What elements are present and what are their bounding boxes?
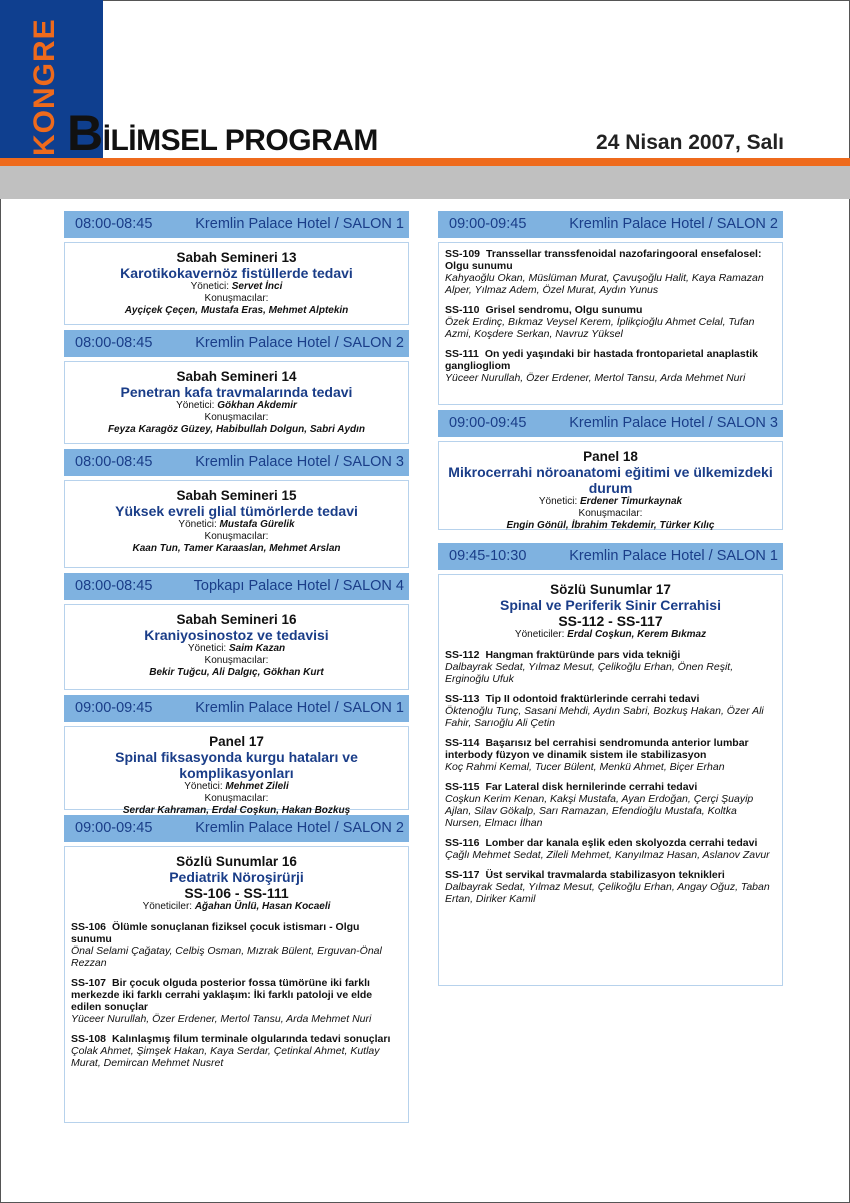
right-column <box>438 211 783 991</box>
session-header: 09:00-09:45 Kremlin Palace Hotel / SALON 2 <box>64 815 409 842</box>
abstract-item: SS-109 Transsellar transsfenoidal nazofaringooral ensefalosel: Olgu sunumu Kahyaoğlu Okan, Müslüman Murat, Çavuşoğlu Halit, Kaya Ramazan Alper, Yılmaz Adem, Özel Murat, Aydın Yunus <box>445 248 764 296</box>
abstract-item: SS-113 Tip II odontoid fraktürlerinde cerrahi tedavi Öktenoğlu Tunç, Sasani Mehdi, Aydın Sabri, Bozkuş Hakan, Özer Ali Fahir, Sarıoğlu Ali Çetin <box>445 693 764 729</box>
session-13 <box>64 211 409 325</box>
abstract-item: SS-114 Başarısız bel cerrahisi sendromunda anterior lumbar interbody füzyon ve dinamik sistem ile stabilizasyon Koç Rahmi Kemal, Tucer Bülent, Menkü Ahmet, Biçer Erhan <box>445 737 749 773</box>
session-body: Sözlü Sunumlar 17 Spinal ve Periferik Sinir Cerrahisi SS-112 - SS-117 Yöneticiler: Erdal Coşkun, Kerem Bıkmaz SS-112 Hangman fraktüründe pars vida tekniği Dalbayrak Sedat, Yılmaz Mesut, Çelikoğlu Erhan, Önen Reşit, Erginoğlu Ufuk SS-113 Tip II odontoid fraktürlerinde cerrahi tedavi Öktenoğlu Tunç, Sasani Mehdi, Aydın Sabri, Bozkuş Hakan, Özer Ali Fahir, Sarıoğlu Ali Çetin SS-114 Başarısız bel cerrahisi sendromunda anterior lumbar interbody füzyon ve dinamik sistem ile stabilizasyon Koç Rahmi Kemal, Tucer Bülent, Menkü Ahmet, Biçer Erhan SS-115 Far Lateral disk hernilerinde cerrahi tedavi Coşkun Kerim Kenan, Kakşi Mustafa, Ayan Erdoğan, Çerçi Şuayip Ajlan, Silav Gökalp, Sarı Ramazan, Efendioğlu Mustafa, Koltka Nursen, Elmacı İlhan SS-116 Lomber dar kanala eşlik eden skolyozda cerrahi tedavi Çağlı Mehmet Sedat, Zileli Mehmet, Kanyılmaz Hasan, Aslanov Zavur SS-117 Üst servikal travmalarda stabilizasyon teknikleri Dalbayrak Sedat, Yılmaz Mesut, Çelikoğlu Erhan, Angay Oğuz, Taban Ertan, Diriker Kamil <box>438 574 783 986</box>
session-body: Sözlü Sunumlar 16 Pediatrik Nöroşirürji SS-106 - SS-111 Yöneticiler: Ağahan Ünlü, Hasan Kocaeli SS-106 Ölümle sonuçlanan fiziksel çocuk istismarı - Olgu sunumu Önal Selami Çağatay, Celbiş Osman, Mızrak Bülent, Erguvan-Önal Rezzan SS-107 Bir çocuk olguda posterior fossa tümörüne iki farklı merkezde iki farklı cerrahi yaklaşım: İki farklı patoloji ve elde edilen sonuçlar Yüceer Nurullah, Özer Erdener, Mertol Tansu, Arda Mehmet Nuri SS-108 Kalınlaşmış filum terminale olgularında tedavi sonuçları Çolak Ahmet, Şimşek Hakan, Kaya Serdar, Çetinkal Ahmet, Kutlay Murat, Demircan Mehmet Nusret <box>64 846 409 1123</box>
abstract-item: SS-117 Üst servikal travmalarda stabilizasyon teknikleri Dalbayrak Sedat, Yılmaz Mesut, Çelikoğlu Erhan, Angay Oğuz, Taban Ertan, Diriker Kamil <box>445 869 770 905</box>
oral-session-16-continued <box>438 211 783 405</box>
session-header: 09:00-09:45 Kremlin Palace Hotel / SALON 1 <box>64 695 409 722</box>
oral-session-17 <box>438 543 783 986</box>
oral-session-16 <box>64 815 409 1123</box>
session-16 <box>64 573 409 690</box>
abstract-item: SS-111 On yedi yaşındaki bir hastada frontoparietal anaplastik gangliogliom Yüceer Nurullah, Özer Erdener, Mertol Tansu, Arda Mehmet Nuri <box>445 348 758 384</box>
session-header: 09:00-09:45 Kremlin Palace Hotel / SALON 2 <box>438 211 783 238</box>
session-body: Sabah Semineri 14 Penetran kafa travmalarında tedavi Yönetici: Gökhan Akdemir Konuşmacılar: Feyza Karagöz Güzey, Habibullah Dolgun, Sabri Aydın <box>64 361 409 444</box>
abstract-item: SS-106 Ölümle sonuçlanan fiziksel çocuk istismarı - Olgu sunumu Önal Selami Çağatay, Celbiş Osman, Mızrak Bülent, Erguvan-Önal Rezzan <box>71 921 382 969</box>
session-header: 09:45-10:30 Kremlin Palace Hotel / SALON 1 <box>438 543 783 570</box>
session-body: Sabah Semineri 15 Yüksek evreli glial tümörlerde tedavi Yönetici: Mustafa Gürelik Konuşmacılar: Kaan Tun, Tamer Karaaslan, Mehmet Arslan <box>64 480 409 568</box>
session-header: 08:00-08:45 Topkapı Palace Hotel / SALON 4 <box>64 573 409 600</box>
header-orange-line <box>0 158 850 166</box>
session-header: 08:00-08:45 Kremlin Palace Hotel / SALON 3 <box>64 449 409 476</box>
session-header: 08:00-08:45 Kremlin Palace Hotel / SALON 1 <box>64 211 409 238</box>
left-column <box>64 211 409 1128</box>
abstract-item: SS-108 Kalınlaşmış filum terminale olgularında tedavi sonuçları Çolak Ahmet, Şimşek Hakan, Kaya Serdar, Çetinkal Ahmet, Kutlay Murat, Demircan Mehmet Nusret <box>71 1033 391 1069</box>
abstract-item: SS-116 Lomber dar kanala eşlik eden skolyozda cerrahi tedavi Çağlı Mehmet Sedat, Zileli Mehmet, Kanyılmaz Hasan, Aslanov Zavur <box>445 837 770 861</box>
page-date: 24 Nisan 2007, Salı <box>596 131 784 154</box>
session-header: 08:00-08:45 Kremlin Palace Hotel / SALON 2 <box>64 330 409 357</box>
abstract-item: SS-115 Far Lateral disk hernilerinde cerrahi tedavi Coşkun Kerim Kenan, Kakşi Mustafa, Ayan Erdoğan, Çerçi Şuayip Ajlan, Silav Gökalp, Sarı Ramazan, Efendioğlu Mustafa, Koltka Nursen, Elmacı İlhan <box>445 781 754 829</box>
panel-18 <box>438 410 783 530</box>
session-body: Panel 18 Mikrocerrahi nöroanatomi eğitimi ve ülkemizdeki durum Yönetici: Erdener Timurkaynak Konuşmacılar: Engin Gönül, İbrahim Tekdemir, Türker Kılıç <box>438 441 783 530</box>
session-15 <box>64 449 409 568</box>
abstract-item: SS-112 Hangman fraktüründe pars vida tekniği Dalbayrak Sedat, Yılmaz Mesut, Çelikoğlu Erhan, Önen Reşit, Erginoğlu Ufuk <box>445 649 734 685</box>
session-14 <box>64 330 409 444</box>
session-body <box>438 242 783 405</box>
abstract-item: SS-110 Grisel sendromu, Olgu sunumu Özek Erdinç, Bıkmaz Veysel Kerem, İplikçioğlu Ahmet Celal, Tufan Azmi, Koşdere Serkan, Navruz Yüksel <box>445 304 755 340</box>
kongre-label: KONGRE <box>28 18 61 156</box>
abstract-item: SS-107 Bir çocuk olguda posterior fossa tümörüne iki farklı merkezde iki farklı cerrahi yaklaşım: İki farklı patoloji ve elde edilen sonuçlar Yüceer Nurullah, Özer Erdener, Mertol Tansu, Arda Mehmet Nuri <box>71 977 373 1025</box>
session-body: Sabah Semineri 16 Kraniyosinostoz ve tedavisi Yönetici: Saim Kazan Konuşmacılar: Bekir Tuğcu, Ali Dalgıç, Gökhan Kurt <box>64 604 409 690</box>
session-body: Panel 17 Spinal fiksasyonda kurgu hataları ve komplikasyonları Yönetici: Mehmet Zileli Konuşmacılar: Serdar Kahraman, Erdal Coşkun, Hakan Bozkuş <box>64 726 409 810</box>
header-gray-band <box>0 166 850 199</box>
page-title: BİLİMSEL PROGRAM <box>67 105 378 161</box>
session-header: 09:00-09:45 Kremlin Palace Hotel / SALON 3 <box>438 410 783 437</box>
panel-17 <box>64 695 409 816</box>
session-body: Sabah Semineri 13 Karotikokavernöz fistüllerde tedavi Yönetici: Servet İnci Konuşmacılar: Ayçiçek Çeçen, Mustafa Eras, Mehmet Alptekin <box>64 242 409 325</box>
